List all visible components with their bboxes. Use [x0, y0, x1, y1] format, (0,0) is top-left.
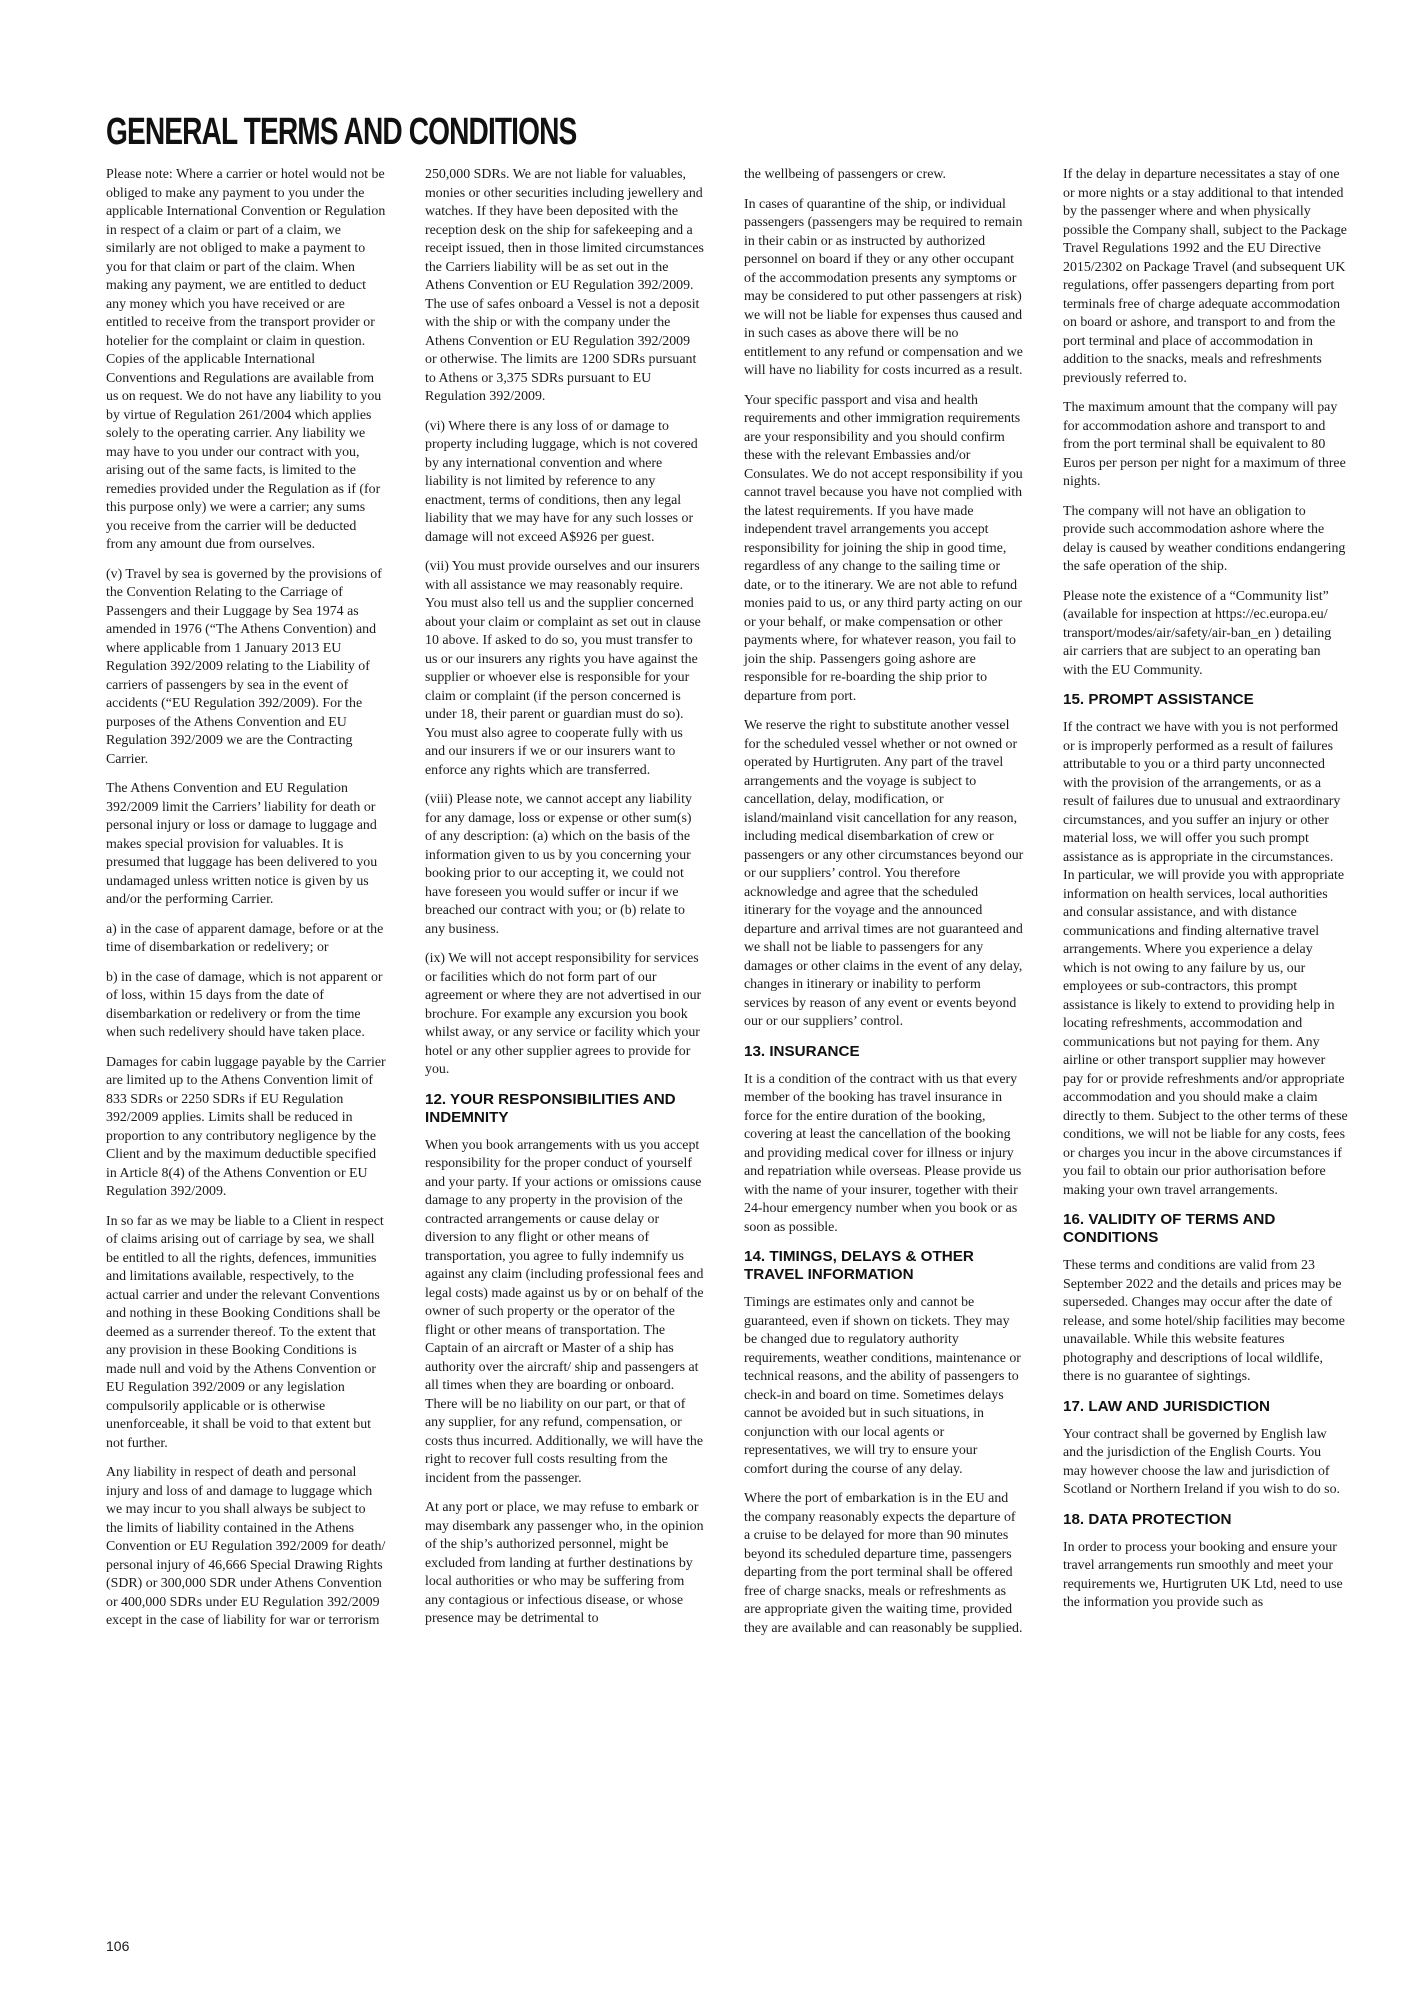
body-paragraph: (vii) You must provide ourselves and our insurers with all assistance we may reasonably require. You must also tell us and the supplier concerned about your claim or complaint as set out in clause 10 above. If asked to do so, you must transfer to us or our insurers any rights you have against the supplier or whoever else is responsible for your claim or complaint (if the person concerned is under 18, their parent or guardian must do so). You must also agree to cooperate fully with us and our insurers if we or our insurers want to enforce any rights which are transferred.	[425, 559, 701, 778]
body-paragraph: In cases of quarantine of the ship, or individual passengers (passengers may be required to remain in their cabin or as instructed by authorized personnel on board if they or any other occupant of the accommodation presents any symptoms or may be considered to put other passengers at risk) we will not be liable for expenses thus caused and in such cases as above there will be no entitlement to any refund or compensation and we will have no liability for costs incurred as a result.	[744, 196, 1023, 378]
body-paragraph: Please note: Where a carrier or hotel would not be obliged to make any payment to you under the applicable International Convention or Regulation in respect of a claim or part of a claim, we similarly are not obliged to make a payment to you for that claim or part of the claim. When making any payment, we are entitled to deduct any money which you have received or are entitled to receive from the transport provider or hotelier for the complaint or claim in question. Copies of the applicable International Conventions and Regulations are available from us on request. We do not have any liability to you by virtue of Regulation 261/2004 which applies solely to the operating carrier. Any liability we may have to you under our contract with you, arising out of the same facts, is limited to the remedies provided under the Regulation as if (for this purpose only) we were a carrier; any sums you receive from the carrier will be deducted from any amount due from ourselves.	[106, 167, 386, 552]
page-number: 106	[106, 1938, 130, 1954]
body-paragraph: the wellbeing of passengers or crew.	[744, 167, 946, 182]
body-paragraph: These terms and conditions are valid from 23 September 2022 and the details and prices may be superseded. Changes may occur after the date of release, and some hotel/ship facilities may become unavailable. While this website features photography and descriptions of local wildlife, there is no guarantee of sightings.	[1063, 1258, 1345, 1384]
body-paragraph: In so far as we may be liable to a Client in respect of claims arising out of carriage by sea, we shall be entitled to all the rights, defences, immunities and limitations available, respectively, to the actual carrier and under the relevant Conventions and nothing in these Booking Conditions shall be deemed as a surrender thereof. To the extent that any provision in these Booking Conditions is made null and void by the Athens Convention or EU Regulation 392/2009 or any legislation compulsorily applicable or is otherwise unenforceable, it shall be void to that extent but not further.	[106, 1213, 384, 1451]
body-paragraph: Any liability in respect of death and personal injury and loss of and damage to luggage which we may incur to you shall always be subject to the limits of liability contained in the Athens Convention or EU Regulation 392/2009 for death/ personal injury of 46,666 Special Drawing Rights (SDR) or 300,000 SDR under Athens Convention or 400,000 SDRs under EU Regulation 392/2009 except in the case of liability for war or terrorism	[106, 1465, 386, 1628]
section-heading: 18. DATA PROTECTION	[1063, 1510, 1232, 1528]
section-heading: 17. LAW AND JURISDICTION	[1063, 1397, 1271, 1415]
body-paragraph: When you book arrangements with us you accept responsibility for the proper conduct of yourself and your party. If your actions or omissions cause damage to any property in the provision of the contracted arrangements or cause delay or diversion to any flight or other means of transportation, you agree to fully indemnify us against any claim (including professional fees and legal costs) made against us by or on behalf of the owner of such property or the operator of the flight or other means of transportation. The Captain of an aircraft or Master of a ship has authority over the aircraft/ ship and passengers at all times when they are boarding or onboard. There will be no liability on our part, or that of any supplier, for any refund, compensation, or costs thus incurred. Additionally, we will have the right to recover full costs resulting from the incident from the passenger.	[425, 1137, 704, 1486]
text-column-3	[744, 166, 1024, 1649]
body-paragraph: (v) Travel by sea is governed by the provisions of the Convention Relating to the Carriage of Passengers and their Luggage by Sea 1974 as amended in 1976 (“The Athens Convention) and where applicable from 1 January 2013 EU Regulation 392/2009 relating to the Liability of carriers of passengers by sea in the event of accidents (“EU Regulation 392/2009). For the purposes of the Athens Convention and EU Regulation 392/2009 we are the Contracting Carrier.	[106, 566, 382, 767]
body-paragraph: The Athens Convention and EU Regulation 392/2009 limit the Carriers’ liability for death or personal injury or loss or damage to luggage and makes special provision for valuables. It is presumed that luggage has been delivered to you undamaged unless written notice is given by us and/or the performing Carrier.	[106, 781, 378, 907]
section-heading: 13. INSURANCE	[744, 1042, 860, 1060]
body-paragraph: The maximum amount that the company will pay for accommodation ashore and transport to and from the port terminal shall be equivalent to 80 Euros per person per night for a maximum of three nights.	[1063, 400, 1346, 489]
body-paragraph: (viii) Please note, we cannot accept any liability for any damage, loss or expense or other sum(s) of any description: (a) which on the basis of the information given to us by you concerning your booking prior to our accepting it, we could not have foreseen you would suffer or incur if we breached our contract with you; or (b) relate to any business.	[425, 792, 692, 937]
section-heading: 16. VALIDITY OF TERMS AND CONDITIONS	[1063, 1211, 1276, 1246]
body-paragraph: If the contract we have with you is not performed or is improperly performed as a result of failures attributable to you or a third party unconnected with the provision of the arrangements, or as a result of failures due to unusual and extraordinary circumstances, and you suffer an injury or other material loss, we will offer you such prompt assistance as is appropriate in the circumstances. In particular, we will provide you with appropriate information on health services, local authorities and consular assistance, and with distance communications and finding alternative travel arrangements. Where you experience a delay which is not owing to any failure by us, our employees or sub-contractors, this prompt assistance is likely to extend to providing help in locating refreshments, accommodation and communications but not paying for them. Any airline or other transport supplier may however pay for or provide refreshments and/or appropriate accommodation and you should make a claim directly to them. Subject to the other terms of these conditions, we will not be liable for any costs, fees or charges you incur in the above circumstances if you fail to obtain our prior authorisation before making your own travel arrangements.	[1063, 720, 1348, 1198]
body-paragraph: We reserve the right to substitute another vessel for the scheduled vessel whether or not owned or operated by Hurtigruten. Any part of the travel arrangements and the voyage is subject to cancellation, delay, modification, or island/mainland visit cancellation for any reason, including medical disembarkation of crew or passengers or any other circumstances beyond our or our suppliers’ control. You therefore acknowledge and agree that the scheduled itinerary for the voyage and the announced departure and arrival times are not guaranteed and we shall not be liable to passengers for any damages or other claims in the event of any delay, changes in itinerary or inability to perform services by reason of any event or events beyond our or our suppliers’ control.	[744, 718, 1024, 1029]
body-paragraph: At any port or place, we may refuse to embark or may disembark any passenger who, in the opinion of the ship’s authorized personnel, might be excluded from landing at further destinations by local authorities or who may be suffering from any contagious or infectious disease, or whose presence may be detrimental to	[425, 1500, 704, 1626]
body-paragraph: Timings are estimates only and cannot be guaranteed, even if shown on tickets. They may be changed due to regulatory authority requirements, weather conditions, maintenance or technical reasons, and the ability of passengers to check-in and board on time. Sometimes delays cannot be avoided but in such situations, in conjunction with our local agents or representatives, we will try to ensure your comfort during the course of any delay.	[744, 1295, 1021, 1477]
body-paragraph: The company will not have an obligation to provide such accommodation ashore where the delay is caused by weather conditions endangering the safe operation of the ship.	[1063, 503, 1346, 574]
body-paragraph: Where the port of embarkation is in the EU and the company reasonably expects the departure of a cruise to be delayed for more than 90 minutes beyond its scheduled departure time, passengers departing from the port terminal shall be offered free of charge snacks, meals or refreshments as are appropriate given the waiting time, provided they are available and can reasonably be supplied.	[744, 1491, 1023, 1636]
body-paragraph: (vi) Where there is any loss of or damage to property including luggage, which is not covered by any international convention and where liability is not limited by reference to any enactment, terms of conditions, then any legal liability that we may have for any such losses or damage will not exceed A$926 per guest.	[425, 418, 698, 545]
text-column-4	[1063, 166, 1348, 1624]
body-paragraph: If the delay in departure necessitates a stay of one or more nights or a stay additional to that intended by the passenger where and when physically possible the Company shall, subject to the Package Travel Regulations 1992 and the EU Directive 2015/2302 on Package Travel (and subsequent UK regulations, offer passengers departing from port terminals free of charge adequate accommodation on board or ashore, and transport to and from the port terminal and place of accommodation in addition to the snacks, meals and refreshments previously referred to.	[1063, 167, 1347, 386]
section-heading: 12. YOUR RESPONSIBILITIES AND INDEMNITY	[425, 1090, 676, 1126]
text-column-2	[425, 166, 705, 1640]
section-heading: 15. PROMPT ASSISTANCE	[1063, 691, 1254, 708]
body-paragraph: (ix) We will not accept responsibility for services or facilities which do not form part of our agreement or where they are not advertised in our brochure. For example any excursion you book whilst away, or any service or facility which your hotel or any other supplier agrees to provide for you.	[425, 951, 702, 1077]
body-paragraph: Your contract shall be governed by English law and the jurisdiction of the English Courts. You may however choose the law and jurisdiction of Scotland or Northern Ireland if you wish to do so.	[1063, 1426, 1340, 1497]
body-paragraph: Your specific passport and visa and health requirements and other immigration requirements are your responsibility and you should confirm these with the relevant Embassies and/or Consulates. We do not accept responsibility if you cannot travel because you have not complied with the latest requirements. If you have made independent travel arrangements you accept responsibility for joining the ship in good time, regardless of any change to the sailing time or date, or to the itinerary. We are not able to refund monies paid to us, or any third party acting on our or your behalf, or make compensation or other payments where, for whatever reason, you fail to join the ship. Passengers going ashore are responsible for re-boarding the ship prior to departure from port.	[744, 392, 1023, 704]
body-paragraph: 250,000 SDRs. We are not liable for valuables, monies or other securities including jewellery and watches. If they have been deposited with the reception desk on the ship for safekeeping and a receipt issued, then in those limited circumstances the Carriers liability will be as set out in the Athens Convention or EU Regulation 392/2009. The use of safes onboard a Vessel is not a deposit with the ship or with the company under the Athens Convention or EU Regulation 392/2009 or otherwise. The limits are 1200 SDRs pursuant to Athens or 3,375 SDRs pursuant to EU Regulation 392/2009.	[425, 167, 704, 404]
body-paragraph: Damages for cabin luggage payable by the Carrier are limited up to the Athens Convention limit of 833 SDRs or 2250 SDRs if EU Regulation 392/2009 applies. Limits shall be reduced in proportion to any contributory negligence by the Client and by the maximum deductible specified in Article 8(4) of the Athens Convention or EU Regulation 392/2009.	[106, 1054, 386, 1199]
body-paragraph: b) in the case of damage, which is not apparent or of loss, within 15 days from the date of disembarkation or redelivery or from the time when such redelivery should have taken place.	[106, 969, 383, 1040]
body-paragraph: In order to process your booking and ensure your travel arrangements run smoothly and meet your requirements we, Hurtigruten UK Ltd, need to use the information you provide such as	[1063, 1539, 1343, 1610]
body-paragraph: a) in the case of apparent damage, before or at the time of disembarkation or redelivery; or	[106, 921, 384, 955]
page-title: GENERAL TERMS AND CONDITIONS	[106, 111, 577, 153]
body-paragraph: It is a condition of the contract with us that every member of the booking has travel insurance in force for the entire duration of the booking, covering at least the cancellation of the booking and providing medical cover for illness or injury and repatriation while overseas. Please provide us with the name of your insurer, together with their 24-hour emergency number when you book or as soon as possible.	[744, 1071, 1022, 1235]
body-paragraph: Please note the existence of a “Community list” (available for inspection at https://ec.europa.eu/ transport/modes/air/safety/air-ban_en ) detailing air carriers that are subject to an operating ban with the EU Community.	[1063, 588, 1332, 678]
text-column-1	[106, 166, 386, 1642]
section-heading: 14. TIMINGS, DELAYS & OTHER TRAVEL INFORMATION	[744, 1248, 974, 1283]
